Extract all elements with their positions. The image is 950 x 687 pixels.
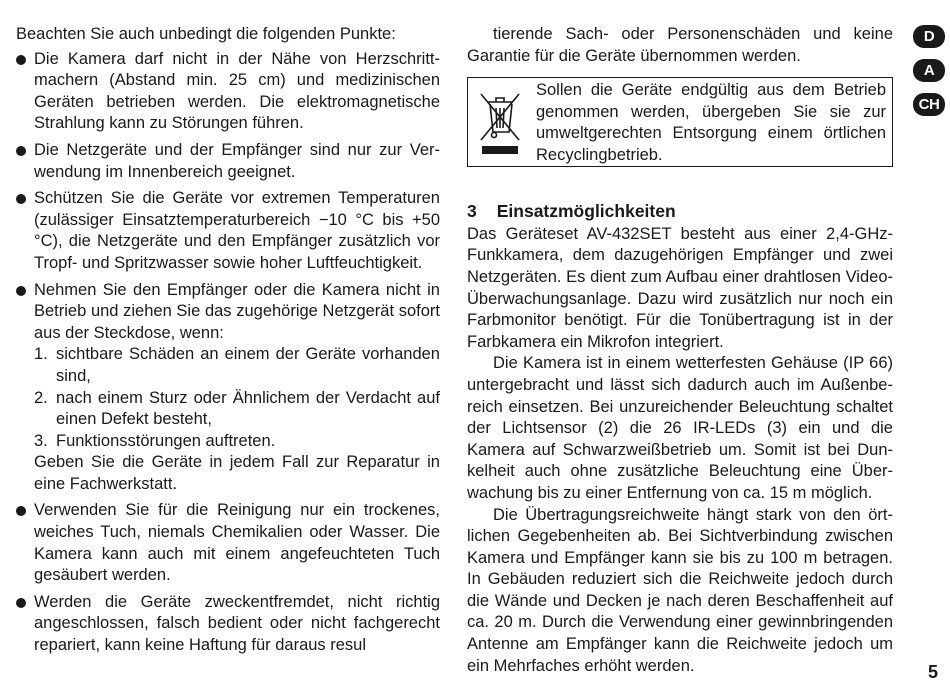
numbered-list xyxy=(16,344,440,495)
section-number: 3 xyxy=(467,201,477,222)
crossed-out-wheelie-bin-icon xyxy=(476,88,524,156)
disposal-text: Sollen die Geräte endgültig aus dem Betrieb genommen werden, übergeben Sie sie zur umweltgerechten Entsorgung einem örtlichen Recyclingbetrieb. xyxy=(536,81,886,164)
item-number: 2. xyxy=(34,388,48,407)
body-paragraph: Das Geräteset AV-432SET besteht aus einer 2,4-GHz-Funkkamera, dem dazugehörigen Empfänger und zwei Netzgeräten. Es dient zum Aufbau einer drahtlosen Video-Überwachungsanlage. Dazu wird zusätzlich nur noch ein Farbmonitor benötigt. Für die Tonübertragung ist in der Farbkamera ein Mikrofon integriert. xyxy=(467,224,893,351)
section-title: Einsatzmöglichkeiten xyxy=(496,201,676,222)
item-text: sichtbare Schäden an einem der Geräte vorhanden sind, xyxy=(56,345,440,385)
bullet-icon xyxy=(16,506,26,516)
bullet-icon xyxy=(16,286,26,296)
bullet-text: Schützen Sie die Geräte vor extremen Temperaturen (zulässiger Einsatztemperaturbereich −10 °C bis +50 °C), die Netzgeräte und den Empfänger zusätzlich vor Tropf- und Spritzwasser sowie hoher Luftfeuchtigkeit. xyxy=(34,189,440,272)
continuation-text: tierende Sach- oder Personenschäden und keine Garantie für die Geräte übernommen werden. xyxy=(467,25,893,65)
item-number: 3. xyxy=(34,431,48,450)
page-number: 5 xyxy=(927,662,938,682)
bullet-item xyxy=(16,280,440,345)
bullet-icon xyxy=(16,194,26,204)
bullet-item xyxy=(16,140,440,183)
bullet-icon xyxy=(16,598,26,608)
left-column xyxy=(16,24,440,662)
numbered-item xyxy=(34,388,440,431)
language-tabs xyxy=(913,25,945,127)
bullet-icon xyxy=(16,55,26,65)
language-tab-d: D xyxy=(913,25,945,48)
body-paragraph: Die Übertragungsreichweite hängt stark von den örtlichen Gegebenheiten ab. Bei Sichtverbindung zwischen Kamera und Empfänger kann sie bis zu 100 m betragen. In Gebäuden reduziert sich die Reichweite jedoch durch die Wände und Decken je nach deren Beschaffenheit auf ca. 20 m. Durch die Verwendung einer gewinnbringenden Antenne am Empfänger kann die Reichweite jedoch um ein Mehrfaches erhöht werden. xyxy=(467,505,893,675)
item-number: 1. xyxy=(34,345,48,364)
disposal-notice-box xyxy=(467,77,893,167)
bullet-icon xyxy=(16,146,26,156)
language-tab-ch: CH xyxy=(913,93,945,116)
bullet-text: Nehmen Sie den Empfänger oder die Kamera nicht in Betrieb und ziehen Sie das zugehörige Netzgerät sofort aus der Steckdose, wenn: xyxy=(34,280,440,342)
language-tab-a: A xyxy=(913,59,945,82)
item-text: nach einem Sturz oder Ähnlichem der Verdacht auf einen Defekt besteht, xyxy=(56,388,440,429)
bullet-text: Die Kamera darf nicht in der Nähe von Herzschrittmachern (Abstand min. 25 cm) und medizinischen Geräten betrieben werden. Die elektromagnetische Strahlung kann zu Störungen führen. xyxy=(34,49,440,133)
bullet-item xyxy=(16,592,440,657)
bullet-text: Die Netzgeräte und der Empfänger sind nur zur Verwendung im Innenbereich geeignet. xyxy=(34,140,440,181)
intro-text: Beachten Sie auch unbedingt die folgenden Punkte: xyxy=(16,25,396,43)
item-text: Funktionsstörungen auftreten. xyxy=(56,431,276,450)
repair-note: Geben Sie die Geräte in jedem Fall zur Reparatur in eine Fachwerkstatt. xyxy=(34,453,440,493)
right-column xyxy=(467,24,893,677)
numbered-item xyxy=(34,344,440,387)
bullet-text: Verwenden Sie für die Reinigung nur ein trockenes, weiches Tuch, niemals Chemikalien oder Wasser. Die Kamera kann auch mit einem angefeuchteten Tuch gesäubert werden. xyxy=(34,501,440,585)
bullet-text: Werden die Geräte zweckentfremdet, nicht richtig angeschlossen, falsch bedient oder nicht fachgerecht repariert, kann keine Haftung für daraus resul xyxy=(34,592,440,655)
section-heading xyxy=(467,201,893,223)
bullet-item xyxy=(16,500,440,586)
bullet-item xyxy=(16,188,440,274)
bullet-item xyxy=(16,49,440,135)
numbered-item xyxy=(34,431,440,453)
body-paragraph: Die Kamera ist in einem wetterfesten Gehäuse (IP 66) untergebracht und lässt sich dadurch auch im Außenbereich einsetzen. Bei unzureichender Beleuchtung schaltet der Lichtsensor (2) die 26 IR-LEDs (3) ein und die Kamera auf Schwarzweißbetrieb um. Somit ist bei Dunkelheit auch ohne zusätzliche Beleuchtung eine Überwachung bis zu einer Entfernung von ca. 15 m möglich. xyxy=(467,354,893,502)
